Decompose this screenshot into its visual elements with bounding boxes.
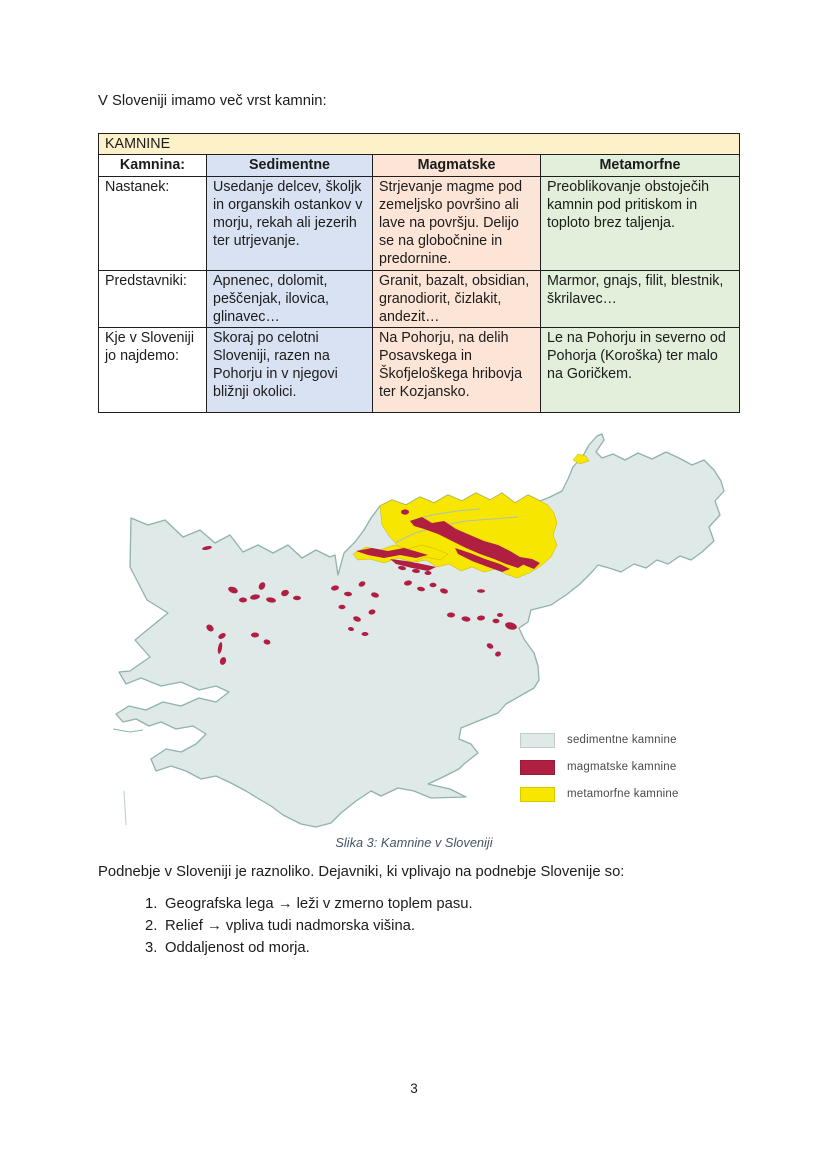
- legend-item: [520, 732, 725, 748]
- cell-kje-magmatske: Na Pohorju, na delih Posavskega in Škofjeloškega hribovja ter Kozjansko.: [373, 328, 541, 413]
- list-item-text: Relief → vpliva tudi nadmorska višina.: [165, 918, 416, 934]
- list-item-text: Oddaljenost od morja.: [165, 940, 310, 956]
- legend-swatch-magmatske: [520, 760, 555, 775]
- column-header-kamnina: Kamnina:: [99, 155, 207, 177]
- magmatic-spot: [401, 509, 409, 514]
- figure-caption: Slika 3: Kamnine v Sloveniji: [335, 835, 493, 850]
- cell-kje-metamorfne: Le na Pohorju in severno od Pohorja (Koroška) ter malo na Goričkem.: [541, 328, 740, 413]
- legend-label: sedimentne kamnine: [567, 734, 677, 746]
- cell-nastanek-magmatske: Strjevanje magme pod zemeljsko površino ali lave na površju. Delijo se na globočnine in predornine.: [373, 177, 541, 271]
- table-title-row: [99, 134, 740, 155]
- list-item: [145, 896, 473, 912]
- cell-nastanek-metamorfne: Preoblikovanje obstoječih kamnin pod pritiskom in toploto brez taljenja.: [541, 177, 740, 271]
- climate-factors-list: [145, 896, 473, 962]
- column-header-metamorfne: Metamorfne: [541, 155, 740, 177]
- row-label-predstavniki: Predstavniki:: [99, 271, 207, 328]
- map-legend: [520, 732, 725, 813]
- list-item-number: 2.: [145, 918, 158, 934]
- cell-predstavniki-sedimentne: Apnenec, dolomit, peščenjak, ilovica, glinavec…: [207, 271, 373, 328]
- cell-kje-sedimentne: Skoraj po celotni Sloveniji, razen na Pohorju in v njegovi bližnji okolici.: [207, 328, 373, 413]
- row-label-kje: Kje v Sloveniji jo najdemo:: [99, 328, 207, 413]
- list-item-number: 3.: [145, 940, 158, 956]
- legend-label: metamorfne kamnine: [567, 788, 679, 800]
- list-item-number: 1.: [145, 896, 158, 912]
- table-header-row: [99, 155, 740, 177]
- table-row: [99, 271, 740, 328]
- row-label-nastanek: Nastanek:: [99, 177, 207, 271]
- cell-predstavniki-metamorfne: Marmor, gnajs, filit, blestnik, škrilavec…: [541, 271, 740, 328]
- page-number: 3: [410, 1081, 418, 1096]
- legend-item: [520, 759, 725, 775]
- cell-predstavniki-magmatske: Granit, bazalt, obsidian, granodiorit, čizlakit, andezit…: [373, 271, 541, 328]
- table-title: KAMNINE: [99, 134, 740, 155]
- list-item-text: Geografska lega → leži v zmerno toplem pasu.: [165, 896, 473, 912]
- intro-text: V Sloveniji imamo več vrst kamnin:: [98, 93, 327, 109]
- cell-nastanek-sedimentne: Usedanje delcev, školjk in organskih ostankov v morju, rekah ali jezerih ter utrjevanje.: [207, 177, 373, 271]
- table-row: [99, 328, 740, 413]
- legend-swatch-sedimentne: [520, 733, 555, 748]
- list-item: [145, 918, 473, 934]
- coastline-fragment: [124, 791, 126, 825]
- climate-paragraph: Podnebje v Sloveniji je raznoliko. Dejavniki, ki vplivajo na podnebje Slovenije so:: [98, 864, 625, 880]
- slovenia-geology-map: [110, 433, 730, 829]
- legend-swatch-metamorfne: [520, 787, 555, 802]
- table-row: [99, 177, 740, 271]
- legend-label: magmatske kamnine: [567, 761, 677, 773]
- column-header-sedimentne: Sedimentne: [207, 155, 373, 177]
- legend-item: [520, 786, 725, 802]
- column-header-magmatske: Magmatske: [373, 155, 541, 177]
- list-item: [145, 940, 473, 956]
- rock-types-table: [98, 133, 740, 413]
- coastline-fragment: [113, 729, 143, 732]
